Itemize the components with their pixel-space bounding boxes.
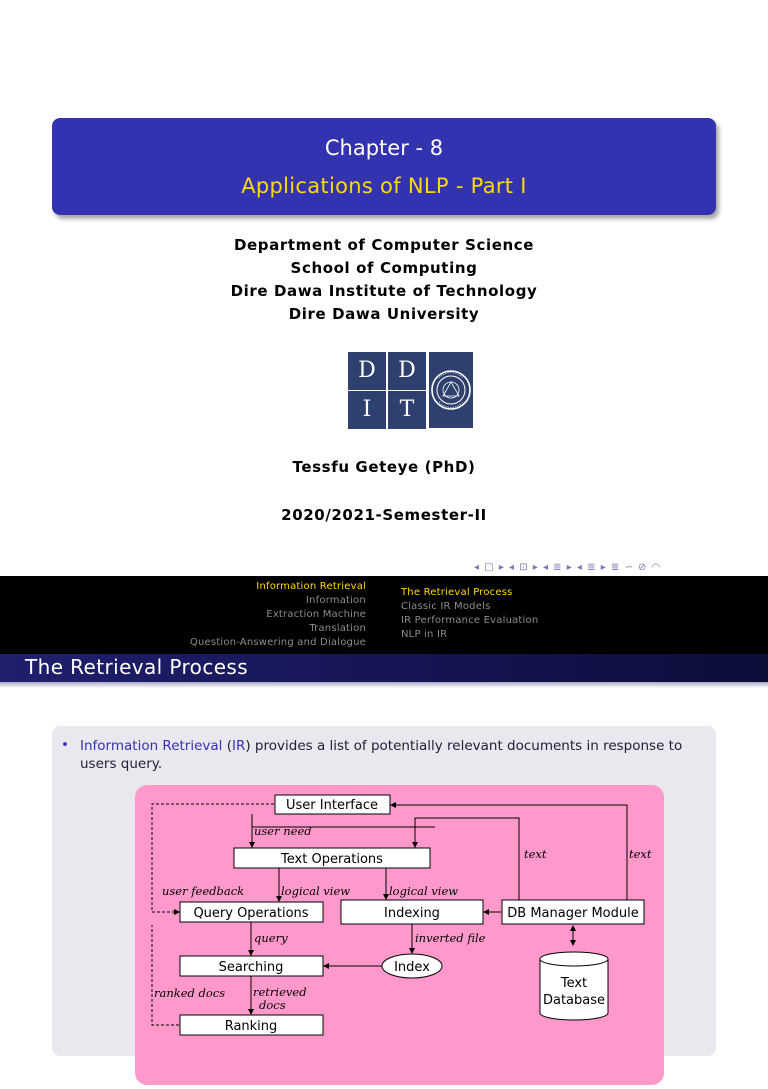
university-line: Dire Dawa University [288, 305, 480, 323]
frame-title: The Retrieval Process [25, 655, 249, 679]
inverted-file-label: inverted file [415, 931, 486, 945]
subsection-nav [401, 586, 538, 642]
user-interface-label: User Interface [286, 798, 378, 813]
chapter-title: Chapter - 8 [324, 136, 444, 160]
retrieved-docs-label-2: docs [259, 998, 286, 1012]
text-database-top [540, 952, 608, 966]
ir-term: Information Retrieval [80, 738, 223, 754]
bullet-rest: ) provides a list of potentially relevant documents in response to users query. [80, 738, 683, 772]
db-manager-label: DB Manager Module [507, 906, 639, 921]
ddit-logo [347, 351, 473, 429]
index-label: Index [394, 960, 430, 975]
section-nav [190, 580, 366, 650]
bullet-paren: ( [222, 738, 232, 754]
title-box [52, 118, 716, 215]
retrieved-docs-label-1: retrieved [253, 985, 307, 999]
chapter-subtitle: Applications of NLP - Part I [241, 174, 527, 198]
content-block [52, 726, 716, 1056]
author-name: Tessfu Geteye (PhD) [292, 458, 476, 476]
beamer-navigation-icons[interactable]: ◂ □ ▸ ◂ ⊡ ▸ ◂ ≣ ▸ ◂ ≣ ▸ ≣ ∽ ⊘ ◠ [474, 562, 662, 573]
logo-letter-i: I [348, 391, 386, 429]
retrieval-process-slide [0, 576, 768, 1034]
nav-sub-retrieval-process[interactable]: The Retrieval Process [401, 587, 513, 598]
department-line: Department of Computer Science [233, 236, 535, 254]
text-database-label-1: Text [560, 976, 588, 991]
retrieval-process-diagram [135, 785, 717, 1085]
university-seal-icon [429, 352, 473, 428]
nav-section-question-answering[interactable]: Question-Answering and Dialogue [189, 637, 366, 648]
logo-letter-d2: D [388, 352, 426, 390]
school-line: School of Computing [290, 259, 478, 277]
bullet-text [80, 737, 700, 773]
text-database-label-2: Database [542, 993, 606, 1008]
nav-section-information-retrieval[interactable]: Information Retrieval [256, 581, 366, 592]
ir-abbr: IR [232, 738, 246, 754]
frame-title-shadow [0, 682, 768, 688]
user-feedback-label: user feedback [162, 884, 245, 898]
institute-line: Dire Dawa Institute of Technology [230, 282, 538, 300]
diagram-background [135, 785, 664, 1085]
headline-navigation [0, 576, 768, 654]
nav-section-extraction[interactable]: Extraction Machine [266, 609, 366, 620]
text-label-left: text [524, 847, 547, 861]
logical-view-label-1: logical view [281, 884, 351, 898]
query-label: query [254, 931, 288, 945]
logo-letter-t: T [388, 391, 426, 429]
user-need-label: user need [254, 824, 312, 838]
searching-label: Searching [218, 960, 284, 975]
nav-section-information[interactable]: Information [305, 595, 366, 606]
nav-section-translation[interactable]: Translation [309, 623, 366, 634]
logo-letter-d1: D [348, 352, 386, 390]
ranked-docs-label: ranked docs [154, 986, 226, 1000]
bullet-icon: • [61, 737, 69, 753]
nav-sub-nlp-in-ir[interactable]: NLP in IR [401, 629, 448, 640]
logical-view-label-2: logical view [389, 884, 459, 898]
nav-sub-classic-ir[interactable]: Classic IR Models [401, 601, 491, 612]
indexing-label: Indexing [384, 906, 440, 921]
ranking-label: Ranking [224, 1019, 278, 1034]
nav-sub-ir-evaluation[interactable]: IR Performance Evaluation [401, 615, 539, 626]
text-label-right: text [629, 847, 652, 861]
frame-title-bar [0, 654, 768, 682]
text-operations-label: Text Operations [281, 852, 383, 867]
semester-date: 2020/2021-Semester-II [281, 506, 487, 524]
query-operations-label: Query Operations [193, 906, 309, 921]
